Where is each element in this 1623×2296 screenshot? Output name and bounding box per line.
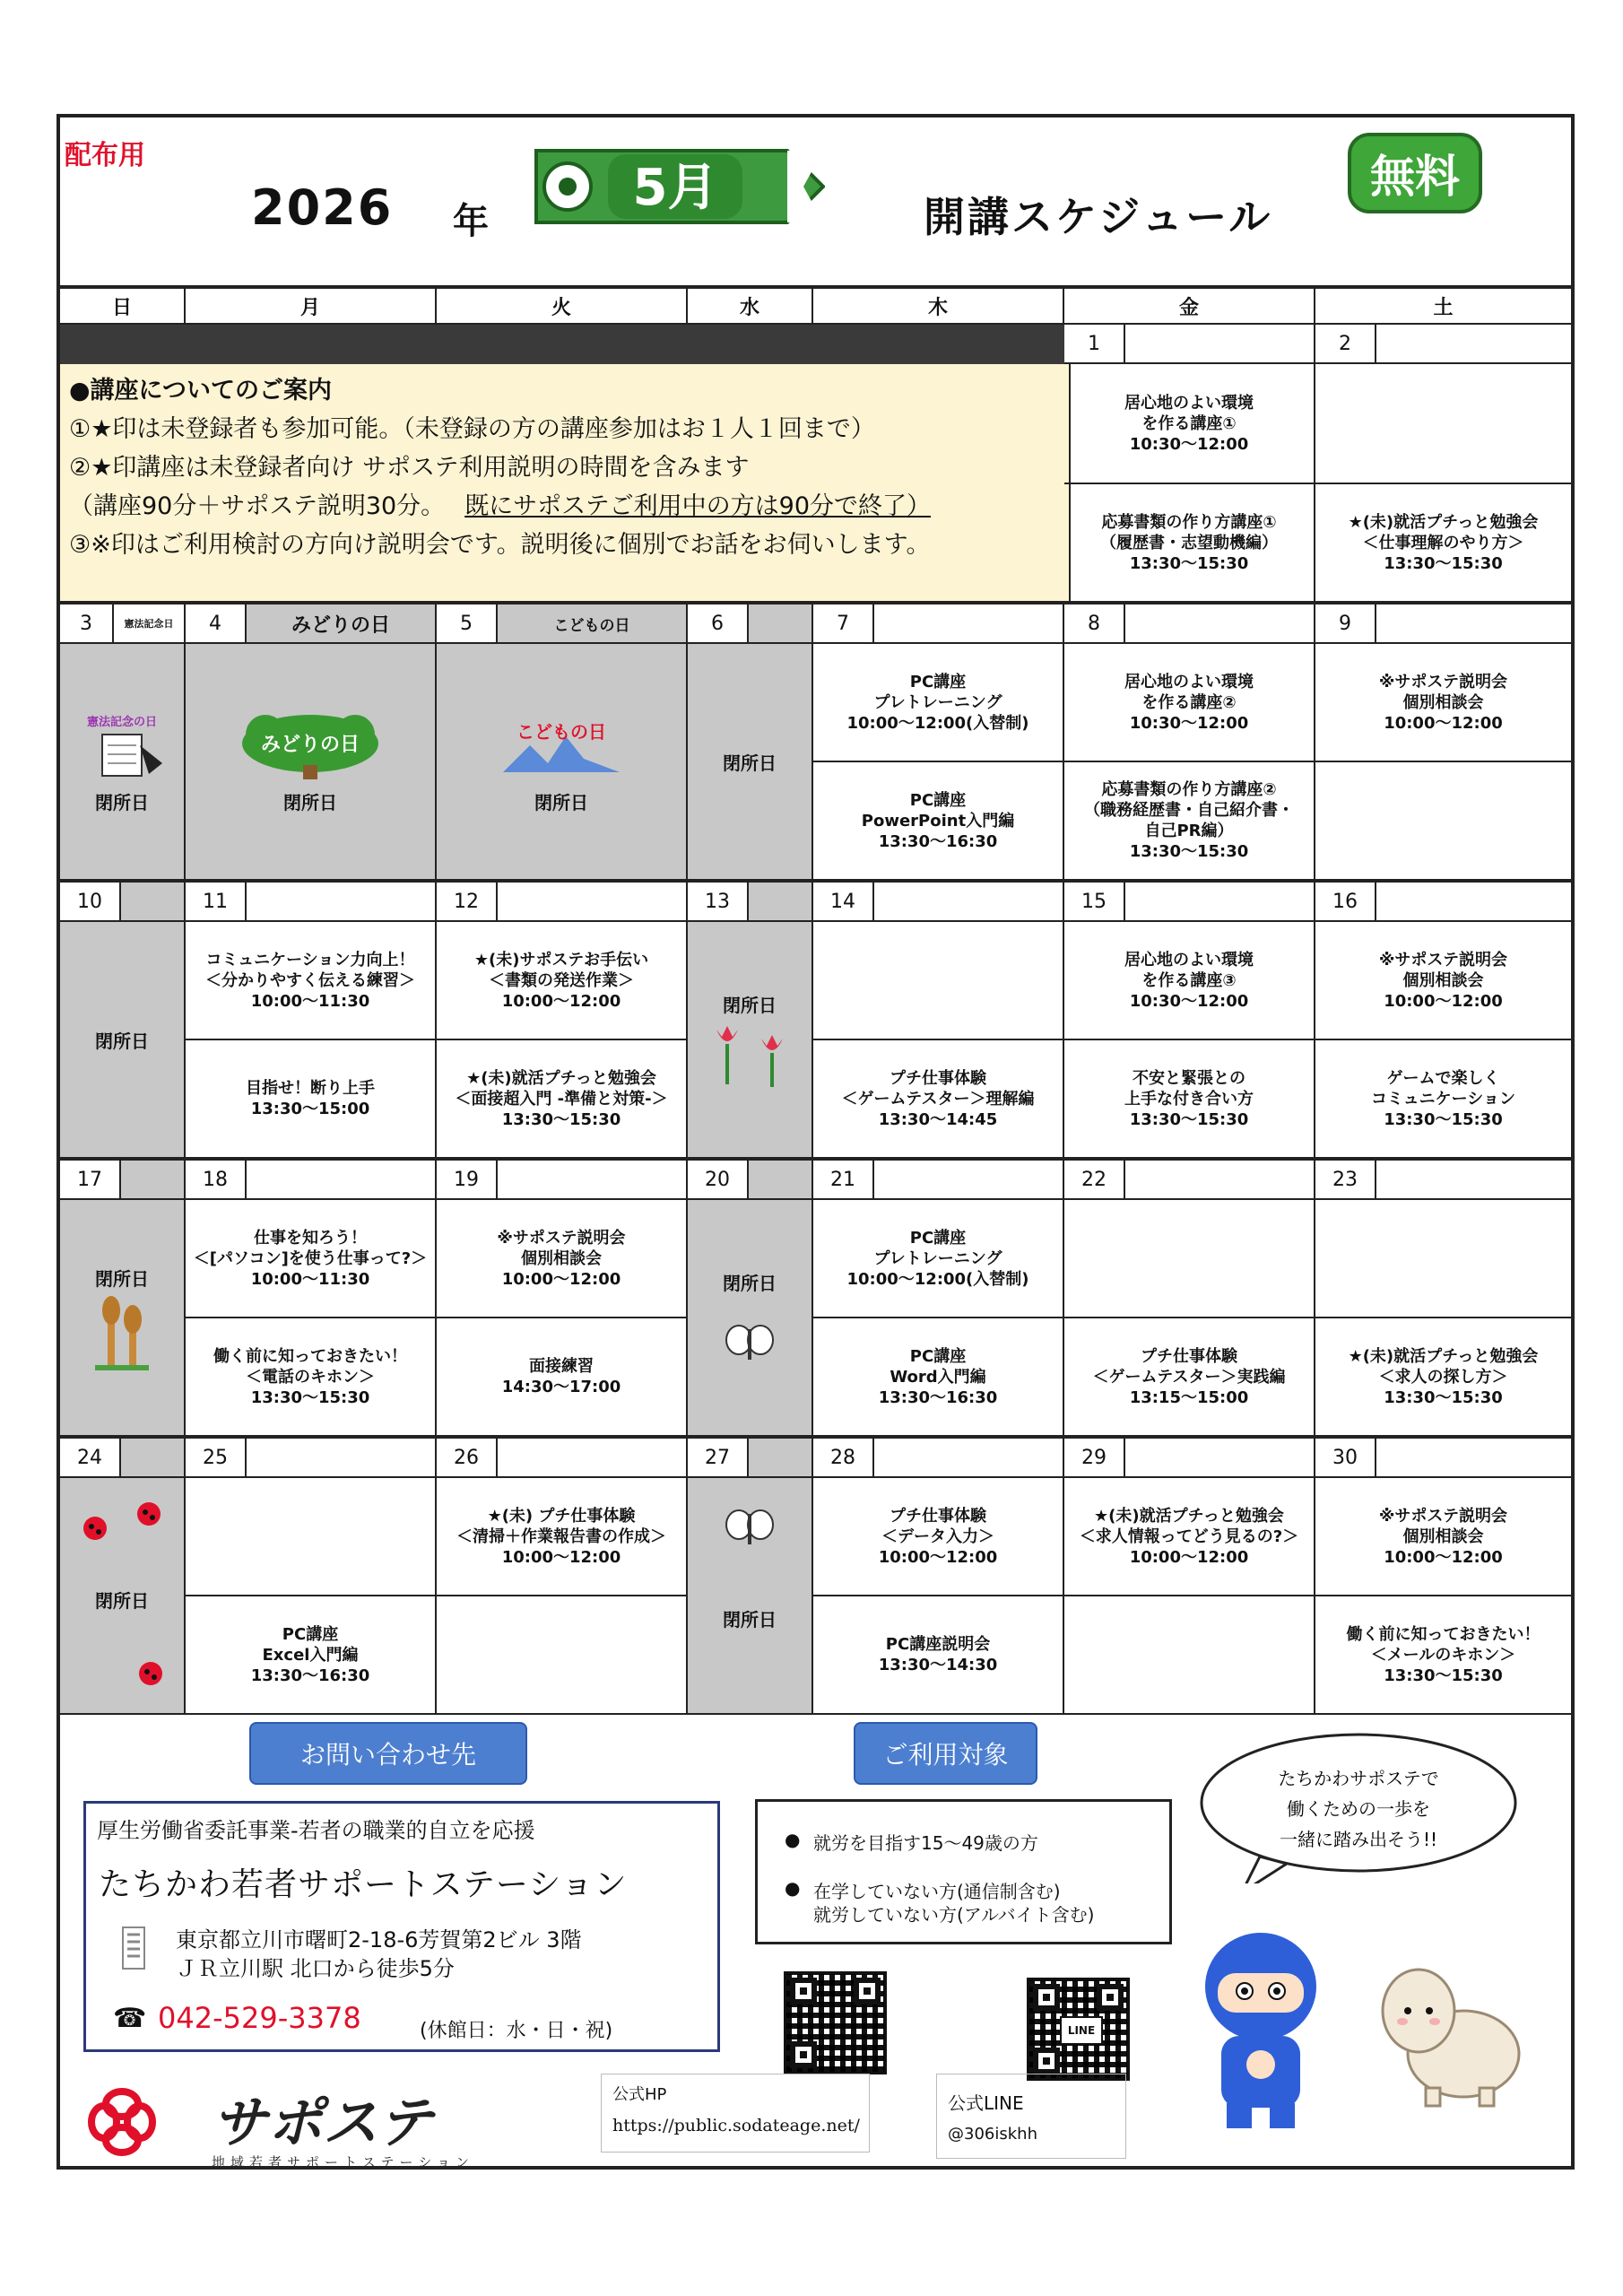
event-may22-pm: プチ仕事体験 ＜ゲームテスター＞実践編 13:15～15:00 bbox=[1064, 1318, 1315, 1437]
year-suffix: 年 bbox=[453, 201, 489, 242]
day-header-10: 10 bbox=[60, 881, 186, 922]
event-may11-pm: 目指せ！断り上手 13:30～15:00 bbox=[186, 1040, 437, 1159]
target-line-2b: 就労していない方(アルバイト含む) bbox=[813, 1904, 1095, 1926]
day-header-17: 17 bbox=[60, 1159, 186, 1200]
alpaca-mascot bbox=[1374, 1955, 1526, 2108]
day-header-11: 11 bbox=[186, 881, 437, 922]
ladybug-icon bbox=[77, 1500, 167, 1544]
horsetail-icon bbox=[86, 1291, 158, 1371]
weekday-thu: 木 bbox=[813, 289, 1064, 325]
closed-day-17 bbox=[60, 1200, 186, 1437]
day-header-4: 4 みどりの日 bbox=[186, 603, 437, 644]
day-header-7: 7 bbox=[813, 603, 1064, 644]
line-qr-code[interactable] bbox=[1027, 1978, 1130, 2081]
weekday-sat: 土 bbox=[1315, 289, 1571, 325]
event-may15-pm: 不安と緊張との 上手な付き合い方 13:30～15:30 bbox=[1064, 1040, 1315, 1159]
event-may25-am bbox=[186, 1478, 437, 1596]
event-may8-am: 居心地のよい環境 を作る講座② 10:30～12:00 bbox=[1064, 644, 1315, 762]
day-header-6: 6 bbox=[688, 603, 813, 644]
closed-day-24 bbox=[60, 1478, 186, 1715]
event-may30-am: ※サポステ説明会 個別相談会 10:00～12:00 bbox=[1315, 1478, 1571, 1596]
notice-line-1: ①★印は未登録者も参加可能。（未登録の方の講座参加はお１人１回まで） bbox=[69, 415, 875, 443]
target-line-2a: 在学していない方(通信制含む) bbox=[813, 1881, 1061, 1902]
closed-day-27 bbox=[688, 1478, 813, 1715]
closed-label-13: 閉所日 bbox=[723, 994, 777, 1016]
event-may18-am: 仕事を知ろう！ ＜[パソコン]を使う仕事って?＞ 10:00～11:30 bbox=[186, 1200, 437, 1318]
page-title: 開講スケジュール bbox=[924, 193, 1273, 241]
day-header-21: 21 bbox=[813, 1159, 1064, 1200]
event-may28-am: プチ仕事体験 ＜データ入力＞ 10:00～12:00 bbox=[813, 1478, 1064, 1596]
hp-qr-code[interactable] bbox=[784, 1971, 887, 2074]
month-badge: 5月 bbox=[632, 159, 718, 217]
closed-day-3 bbox=[60, 644, 186, 881]
event-may23-am bbox=[1315, 1200, 1571, 1318]
event-may7-am: PC講座 プレトレーニング 10:00～12:00(入替制) bbox=[813, 644, 1064, 762]
event-may1-pm: 応募書類の作り方講座① （履歴書・志望動機編） 13:30～15:30 bbox=[1064, 484, 1315, 603]
hp-card bbox=[601, 2074, 870, 2152]
address-line-1: 東京都立川市曙町2-18-6芳賀第2ビル 3階 bbox=[176, 1927, 582, 1952]
closed-label-24: 閉所日 bbox=[95, 1590, 149, 1613]
event-may21-pm: PC講座 Word入門編 13:30～16:30 bbox=[813, 1318, 1064, 1437]
day-header-1: 1 bbox=[1064, 323, 1315, 364]
day-header-16: 16 bbox=[1315, 881, 1571, 922]
target-box bbox=[755, 1799, 1172, 1944]
event-may22-am bbox=[1064, 1200, 1315, 1318]
event-may21-am: PC講座 プレトレーニング 10:00～12:00(入替制) bbox=[813, 1200, 1064, 1318]
line-logo-label: LINE bbox=[1060, 2016, 1103, 2045]
day-header-26: 26 bbox=[437, 1437, 688, 1478]
closed-label-5: 閉所日 bbox=[534, 791, 588, 813]
day-header-5: 5 こどもの日 bbox=[437, 603, 688, 644]
closed-day-4 bbox=[186, 644, 437, 881]
distribution-label: 配布用 bbox=[65, 140, 145, 171]
svg-text:憲法記念の日: 憲法記念の日 bbox=[86, 715, 158, 729]
building-icon bbox=[120, 1926, 147, 1970]
day-header-14: 14 bbox=[813, 881, 1064, 922]
closed-days: (休館日：水・日・祝) bbox=[420, 2020, 613, 2042]
event-may30-pm: 働く前に知っておきたい！ ＜メールのキホン＞ 13:30～15:30 bbox=[1315, 1596, 1571, 1715]
day-header-2: 2 bbox=[1315, 323, 1571, 364]
tulip-icon bbox=[700, 1017, 799, 1089]
svg-text:一緒に踏み出そう!!: 一緒に踏み出そう!! bbox=[1279, 1829, 1438, 1850]
svg-text:サポステ: サポステ bbox=[212, 2090, 433, 2155]
event-may23-pm: ★(未)就活プチっと勉強会 ＜求人の探し方＞ 13:30～15:30 bbox=[1315, 1318, 1571, 1437]
day-header-12: 12 bbox=[437, 881, 688, 922]
closed-label-17: 閉所日 bbox=[95, 1267, 149, 1290]
koinobori-month-banner bbox=[518, 142, 825, 231]
day-header-23: 23 bbox=[1315, 1159, 1571, 1200]
closed-label-4: 閉所日 bbox=[283, 791, 337, 813]
day-header-29: 29 bbox=[1064, 1437, 1315, 1478]
closed-day-10: 閉所日 bbox=[60, 922, 186, 1159]
event-may19-pm: 面接練習 14:30～17:00 bbox=[437, 1318, 688, 1437]
event-may11-am: コミュニケーション力向上！ ＜分かりやすく伝える練習＞ 10:00～11:30 bbox=[186, 922, 437, 1040]
event-may16-pm: ゲームで楽しく コミュニケーション 13:30～15:30 bbox=[1315, 1040, 1571, 1159]
day-header-28: 28 bbox=[813, 1437, 1064, 1478]
saposute-logo bbox=[77, 2083, 508, 2172]
hp-url[interactable]: https://public.sodateage.net/ bbox=[612, 2116, 860, 2135]
day-header-9: 9 bbox=[1315, 603, 1571, 644]
day-header-13: 13 bbox=[688, 881, 813, 922]
contact-box bbox=[83, 1801, 720, 2052]
notice-heading: ●講座についてのご案内 bbox=[69, 377, 333, 404]
svg-text:みどりの日: みどりの日 bbox=[260, 733, 360, 756]
empty-days-row bbox=[60, 325, 1071, 364]
closed-label-20: 閉所日 bbox=[723, 1272, 777, 1294]
line-label: 公式LINE bbox=[948, 2092, 1024, 2114]
address-line-2: ＪＲ立川駅 北口から徒歩5分 bbox=[176, 1956, 455, 1981]
event-may15-am: 居心地のよい環境 を作る講座③ 10:30～12:00 bbox=[1064, 922, 1315, 1040]
event-may14-pm: プチ仕事体験 ＜ゲームテスター＞理解編 13:30～14:45 bbox=[813, 1040, 1064, 1159]
svg-text:こどもの日: こどもの日 bbox=[516, 720, 606, 743]
event-may29-am: ★(未)就活プチっと勉強会 ＜求人情報ってどう見るの?＞ 10:00～12:00 bbox=[1064, 1478, 1315, 1596]
notice-line-3b: 既にサポステご利用中の方は90分で終了） bbox=[464, 492, 932, 520]
event-may26-am: ★(未) プチ仕事体験 ＜清掃＋作業報告書の作成＞ 10:00～12:00 bbox=[437, 1478, 688, 1596]
weekday-tue: 火 bbox=[437, 289, 688, 325]
org-subtitle: 厚生労働省委託事業-若者の職業的自立を応援 bbox=[97, 1818, 535, 1843]
event-may7-pm: PC講座 PowerPoint入門編 13:30～16:30 bbox=[813, 762, 1064, 881]
org-name: たちかわ若者サポートステーション bbox=[99, 1866, 628, 1903]
day-header-27: 27 bbox=[688, 1437, 813, 1478]
event-may25-pm: PC講座 Excel入門編 13:30～16:30 bbox=[186, 1596, 437, 1715]
ninja-mascot bbox=[1182, 1919, 1339, 2135]
event-may2-pm: ★(未)就活プチっと勉強会 ＜仕事理解のやり方＞ 13:30～15:30 bbox=[1315, 484, 1571, 603]
constitution-day-icon bbox=[77, 709, 167, 781]
event-may14-am bbox=[813, 922, 1064, 1040]
event-may12-am: ★(未)サポステお手伝い ＜書類の発送作業＞ 10:00～12:00 bbox=[437, 922, 688, 1040]
butterfly-icon-2 bbox=[723, 1507, 777, 1552]
childrens-day-icon bbox=[494, 709, 629, 781]
svg-text:働くための一歩を: 働くための一歩を bbox=[1287, 1798, 1430, 1820]
closed-day-6: 閉所日 bbox=[688, 644, 813, 881]
svg-text:地域若者サポートステーション: 地域若者サポートステーション bbox=[212, 2154, 474, 2170]
closed-label-3: 閉所日 bbox=[95, 791, 149, 813]
free-badge: 無料 bbox=[1348, 133, 1482, 213]
notice-line-4: ③※印はご利用検討の方向け説明会です。説明後に個別でお話をお伺いします。 bbox=[69, 531, 931, 559]
event-may16-am: ※サポステ説明会 個別相談会 10:00～12:00 bbox=[1315, 922, 1571, 1040]
course-notice bbox=[60, 364, 1071, 603]
closed-label-27: 閉所日 bbox=[723, 1608, 777, 1631]
weekday-wed: 水 bbox=[688, 289, 813, 325]
event-may12-pm: ★(未)就活プチっと勉強会 ＜面接超入門 -準備と対策-＞ 13:30～15:30 bbox=[437, 1040, 688, 1159]
year: 2026 bbox=[251, 179, 394, 236]
day-header-15: 15 bbox=[1064, 881, 1315, 922]
line-id[interactable]: @306iskhh bbox=[948, 2125, 1037, 2144]
event-may2-am bbox=[1315, 364, 1571, 484]
butterfly-icon bbox=[723, 1322, 777, 1367]
closed-day-5 bbox=[437, 644, 688, 881]
day-header-19: 19 bbox=[437, 1159, 688, 1200]
day-header-18: 18 bbox=[186, 1159, 437, 1200]
ladybug-small-icon bbox=[77, 1656, 167, 1692]
event-may26-pm bbox=[437, 1596, 688, 1715]
event-may1-am: 居心地のよい環境 を作る講座① 10:30～12:00 bbox=[1064, 364, 1315, 484]
weekday-fri: 金 bbox=[1064, 289, 1315, 325]
greenery-day-icon bbox=[239, 709, 382, 781]
day-header-25: 25 bbox=[186, 1437, 437, 1478]
bullet-icon-1: ● bbox=[785, 1829, 801, 1850]
day-header-24: 24 bbox=[60, 1437, 186, 1478]
event-may9-am: ※サポステ説明会 個別相談会 10:00～12:00 bbox=[1315, 644, 1571, 762]
weekday-sun: 日 bbox=[60, 289, 186, 325]
weekday-mon: 月 bbox=[186, 289, 437, 325]
closed-day-20 bbox=[688, 1200, 813, 1437]
line-card bbox=[936, 2074, 1126, 2159]
event-may9-pm bbox=[1315, 762, 1571, 881]
event-may29-pm bbox=[1064, 1596, 1315, 1715]
event-may28-pm: PC講座説明会 13:30～14:30 bbox=[813, 1596, 1064, 1715]
target-line-1: 就労を目指す15～49歳の方 bbox=[813, 1832, 1038, 1854]
notice-line-2: ②★印講座は未登録者向け サポステ利用説明の時間を含みます bbox=[69, 454, 750, 482]
target-users-button[interactable]: ご利用対象 bbox=[854, 1722, 1037, 1785]
bullet-icon-2: ● bbox=[785, 1877, 801, 1899]
phone-icon: ☎ bbox=[113, 2003, 147, 2034]
contact-button[interactable]: お問い合わせ先 bbox=[249, 1722, 527, 1785]
day-header-22: 22 bbox=[1064, 1159, 1315, 1200]
day-header-20: 20 bbox=[688, 1159, 813, 1200]
event-may19-am: ※サポステ説明会 個別相談会 10:00～12:00 bbox=[437, 1200, 688, 1318]
speech-bubble bbox=[1188, 1731, 1520, 1883]
day-header-30: 30 bbox=[1315, 1437, 1571, 1478]
closed-day-13 bbox=[688, 922, 813, 1159]
notice-line-3a: （講座90分＋サポステ説明30分。 bbox=[69, 492, 446, 520]
day-header-8: 8 bbox=[1064, 603, 1315, 644]
day-header-3: 3 憲法記念日 bbox=[60, 603, 186, 644]
svg-text:たちかわサポステで: たちかわサポステで bbox=[1278, 1768, 1439, 1789]
event-may18-pm: 働く前に知っておきたい！ ＜電話のキホン＞ 13:30～15:30 bbox=[186, 1318, 437, 1437]
hp-label: 公式HP bbox=[612, 2085, 667, 2104]
phone-number[interactable]: 042-529-3378 bbox=[158, 2001, 361, 2035]
event-may8-pm: 応募書類の作り方講座② （職務経歴書・自己紹介書・ 自己PR編） 13:30～15:30 bbox=[1064, 762, 1315, 881]
